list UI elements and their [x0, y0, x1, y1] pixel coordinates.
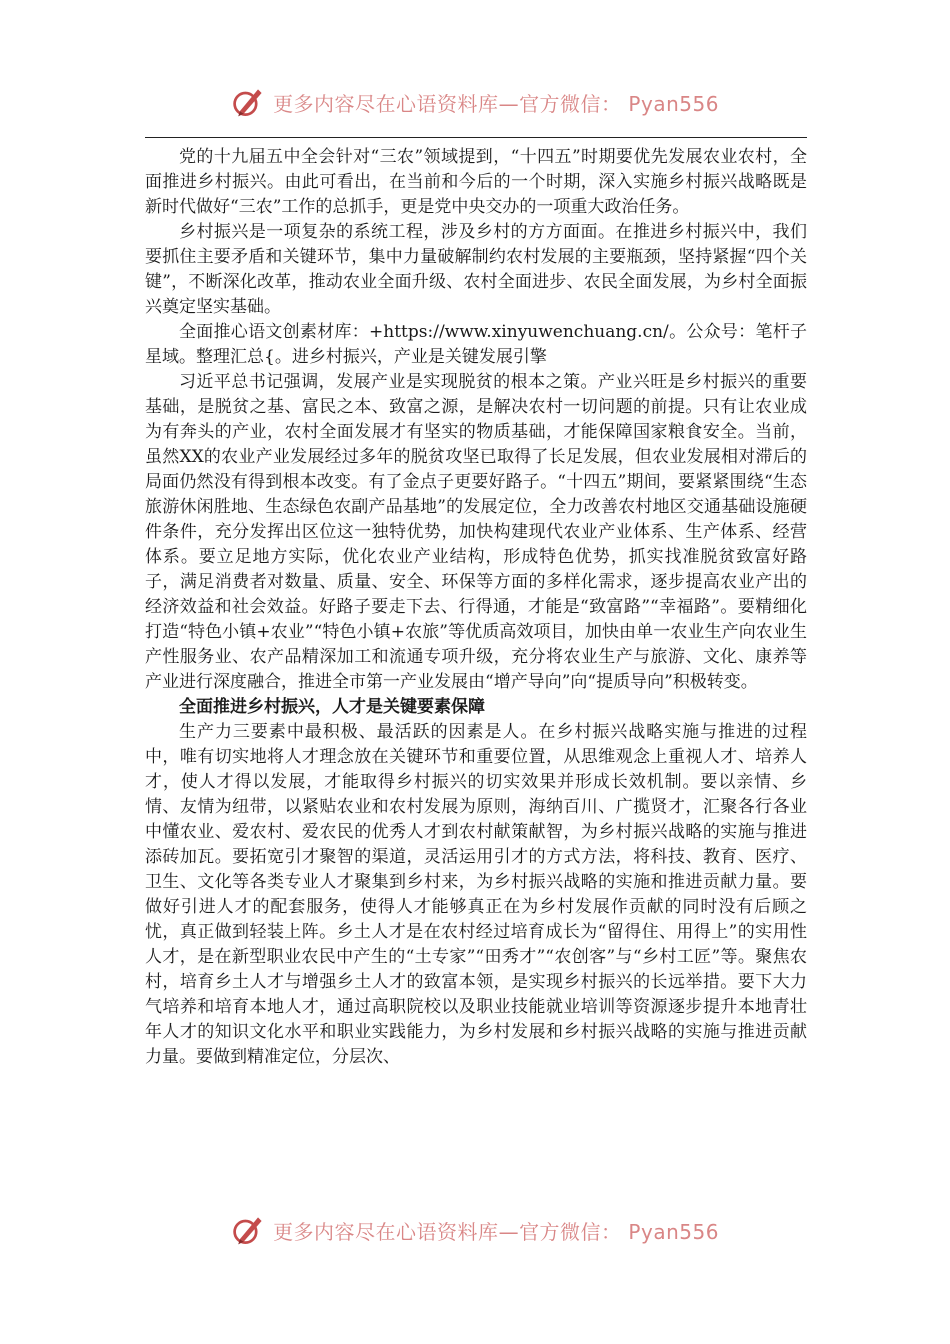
header-rule: [145, 137, 807, 138]
pen-logo-icon: [231, 1212, 267, 1248]
paragraph: 生产力三要素中最积极、最活跃的因素是人。在乡村振兴战略实施与推进的过程中，唯有切实地将人才理念放在关键环节和重要位置，从思维观念上重视人才、培养人才，使人才得以发展，才能取得乡村振兴的切实效果并形成长效机制。要以亲情、乡情、友情为纽带，以紧贴农业和农村发展为原则，海纳百川、广揽贤才，汇聚各行各业中懂农业、爱农村、爱农民的优秀人才到农村献策献智，为乡村振兴战略的实施与推进添砖加瓦。要拓宽引才聚智的渠道，灵活运用引才的方式方法，将科技、教育、医疗、卫生、文化等各类专业人才聚集到乡村来，为乡村振兴战略的实施和推进贡献力量。要做好引进人才的配套服务，使得人才能够真正在为乡村发展作贡献的同时没有后顾之忧，真正做到轻装上阵。乡土人才是在农村经过培育成长为“留得住、用得上”的实用性人才，是在新型职业农民中产生的“土专家”“田秀才”“农创客”与“乡村工匠”等。聚焦农村，培育乡土人才与增强乡土人才的致富本领，是实现乡村振兴的长远举措。要下大力气培养和培育本地人才，通过高职院校以及职业技能就业培训等资源逐步提升本地青壮年人才的知识文化水平和职业实践能力，为乡村发展和乡村振兴战略的实施与推进贡献力量。要做到精准定位，分层次、: [145, 722, 807, 1067]
banner-official: 官方微信：: [519, 1219, 622, 1244]
banner-text: [273, 88, 719, 117]
banner-text: [273, 1216, 719, 1245]
banner-dash: —: [498, 91, 520, 116]
pen-logo-icon: [231, 84, 267, 120]
paragraph: 习近平总书记强调，发展产业是实现脱贫的根本之策。产业兴旺是乡村振兴的重要基础，是脱贫之基、富民之本、致富之源，是解决农村一切问题的前提。只有让农业成为有奔头的产业，农村全面发展才有坚实的物质基础，才能保障国家粮食安全。当前，虽然XX的农业产业发展经过多年的脱贫攻坚已取得了长足发展，但农业发展相对滞后的局面仍然没有得到根本改变。有了金点子更要好路子。“十四五”期间，要紧紧围绕“生态旅游休闲胜地、生态绿色农副产品基地”的发展定位，全力改善农村地区交通基础设施硬件条件，充分发挥出区位这一独特优势，加快构建现代农业产业体系、生产体系、经营体系。要立足地方实际，优化农业产业结构，形成特色优势，抓实找准脱贫致富好路子，满足消费者对数量、质量、安全、环保等方面的多样化需求，逐步提高农业产出的经济效益和社会效益。好路子要走下去、行得通，才能是“致富路”“幸福路”。要精细化打造“特色小镇+农业”“特色小镇+农旅”等优质高效项目，加快由单一农业生产向农业生产性服务业、农产品精深加工和流通专项升级，充分将农业生产与旅游、文化、康养等产业进行深度融合，推进全市第一产业发展由“增产导向”向“提质导向”积极转变。: [145, 372, 807, 692]
header-banner: [0, 82, 950, 122]
banner-wechat-id: Pyan556: [628, 91, 719, 116]
banner-wechat-id: Pyan556: [628, 1219, 719, 1244]
banner-dash: —: [498, 1219, 520, 1244]
banner-official: 官方微信：: [519, 91, 622, 116]
paragraph: 党的十九届五中全会针对“三农”领域提到，“十四五”时期要优先发展农业农村，全面推进乡村振兴。由此可看出，在当前和今后的一个时期，深入实施乡村振兴战略既是新时代做好“三农”工作的总抓手，更是党中央交办的一项重大政治任务。: [145, 147, 807, 217]
banner-site: 更多内容尽在心语资料库: [273, 91, 499, 116]
banner-site: 更多内容尽在心语资料库: [273, 1219, 499, 1244]
paragraph: 全面推心语文创素材库：+https://www.xinyuwenchuang.cn/。公众号：笔杆子星域。整理汇总{。进乡村振兴，产业是关键发展引擎: [145, 322, 807, 367]
footer-banner: [0, 1210, 950, 1250]
section-heading: 全面推进乡村振兴，人才是关键要素保障: [179, 697, 485, 717]
paragraph: 乡村振兴是一项复杂的系统工程，涉及乡村的方方面面。在推进乡村振兴中，我们要抓住主要矛盾和关键环节，集中力量破解制约农村发展的主要瓶颈，坚持紧握“四个关键”，不断深化改革，推动农业全面升级、农村全面进步、农民全面发展，为乡村全面振兴奠定坚实基础。: [145, 222, 807, 317]
document-body: [145, 145, 807, 1070]
